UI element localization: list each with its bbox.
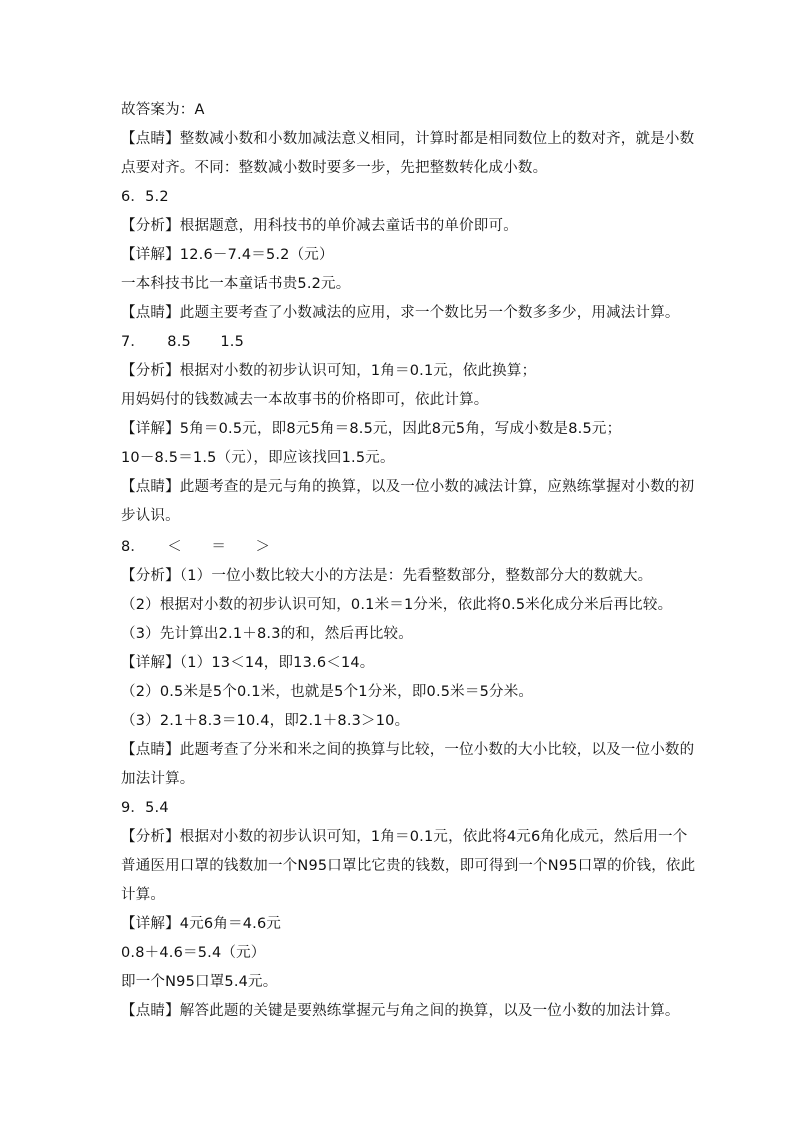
question-9-answer: 9．5.4 <box>121 800 169 816</box>
analysis-line: 【分析】根据题意，用科技书的单价减去童话书的单价即可。 <box>121 218 518 234</box>
remark-line-continued: 点要对齐。不同：整数减小数时要多一步，先把整数转化成小数。 <box>121 160 548 176</box>
analysis-line: 【分析】（1）一位小数比较大小的方法是：先看整数部分，整数部分大的数就大。 <box>121 568 653 584</box>
remark-line: 【点睛】此题考查了分米和米之间的换算与比较，一位小数的大小比较，以及一位小数的 <box>121 742 695 758</box>
solution-line-continued: （3）2.1＋8.3＝10.4，即2.1＋8.3＞10。 <box>121 713 410 729</box>
solution-line-continued: 一本科技书比一本童话书贵5.2元。 <box>121 276 351 292</box>
remark-line-continued: 加法计算。 <box>121 771 195 787</box>
question-6-answer: 6．5.2 <box>121 189 169 205</box>
remark-line-continued: 步认识。 <box>121 508 180 524</box>
analysis-line: 【分析】根据对小数的初步认识可知，1角＝0.1元，依此换算； <box>121 363 537 379</box>
remark-line: 【点睛】此题主要考查了小数减法的应用，求一个数比另一个数多多少，用减法计算。 <box>121 305 680 321</box>
question-7-answer: 7． 8.5 1.5 <box>121 334 244 350</box>
solution-line-continued: 0.8＋4.6＝5.4（元） <box>121 945 266 961</box>
answer-line: 故答案为：A <box>121 102 205 118</box>
analysis-line-continued: 普通医用口罩的钱数加一个N95口罩比它贵的钱数，即可得到一个N95口罩的价钱，依此 <box>121 858 696 874</box>
solution-line: 【详解】5角＝0.5元，即8元5角＝8.5元，因此8元5角，写成小数是8.5元； <box>121 421 622 437</box>
solution-line: 【详解】4元6角＝4.6元 <box>121 916 282 932</box>
analysis-line-continued: （3）先计算出2.1＋8.3的和，然后再比较。 <box>121 626 413 642</box>
analysis-line: 【分析】根据对小数的初步认识可知，1角＝0.1元，依此将4元6角化成元，然后用一个 <box>121 829 688 845</box>
analysis-line-continued: 用妈妈付的钱数减去一本故事书的价格即可，依此计算。 <box>121 392 489 408</box>
analysis-line-continued: 计算。 <box>121 887 166 903</box>
solution-line-continued: 10－8.5＝1.5（元），即应该找回1.5元。 <box>121 450 395 466</box>
remark-line: 【点睛】解答此题的关键是要熟练掌握元与角之间的换算，以及一位小数的加法计算。 <box>121 1003 680 1019</box>
solution-line-continued: （2）0.5米是5个0.1米，也就是5个1分米，即0.5米＝5分米。 <box>121 684 534 700</box>
analysis-line-continued: （2）根据对小数的初步认识可知，0.1米＝1分米，依此将0.5米化成分米后再比较。 <box>121 597 673 613</box>
solution-line: 【详解】12.6－7.4＝5.2（元） <box>121 247 334 263</box>
solution-line: 【详解】（1）13＜14，即13.6＜14。 <box>121 655 375 671</box>
remark-line: 【点睛】整数减小数和小数加减法意义相同，计算时都是相同数位上的数对齐，就是小数 <box>121 131 695 147</box>
remark-line: 【点睛】此题考查的是元与角的换算，以及一位小数的减法计算，应熟练掌握对小数的初 <box>121 479 695 495</box>
solution-line-continued: 即一个N95口罩5.4元。 <box>121 974 278 990</box>
question-8-answer: 8． ＜ ＝ ＞ <box>121 539 271 555</box>
